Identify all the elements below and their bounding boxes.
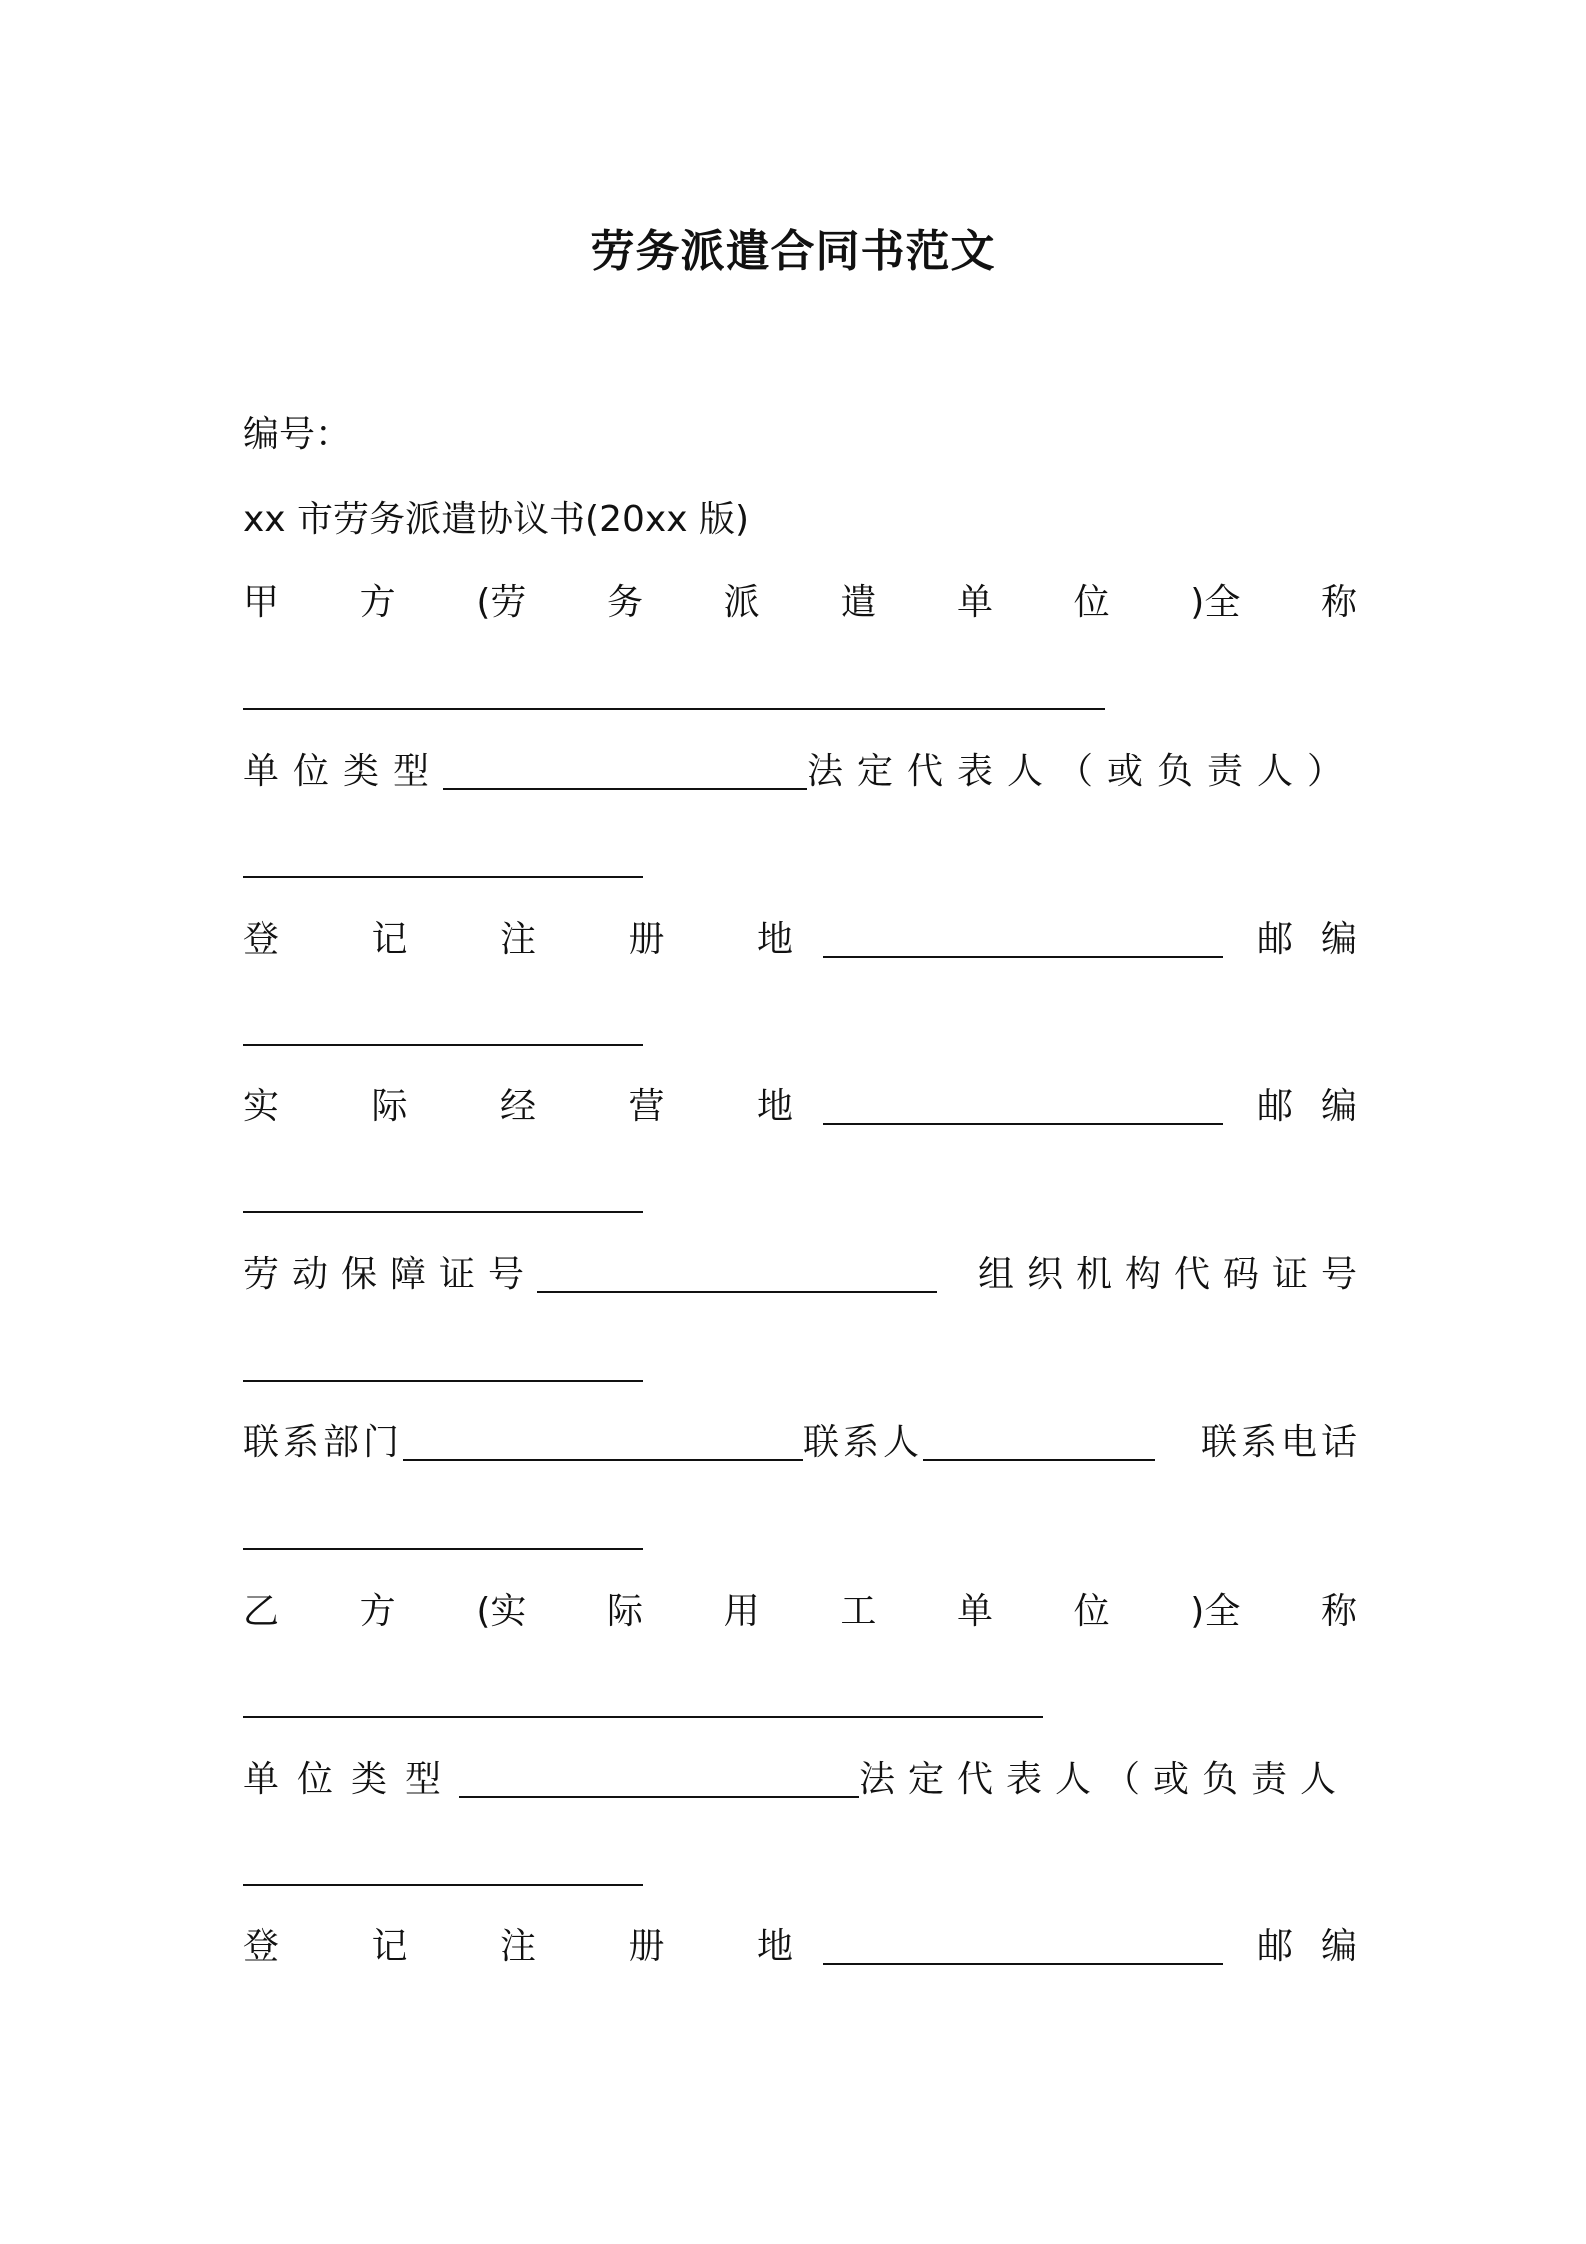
party-b-heading-char: 际: [607, 1591, 644, 1632]
legal-rep-label: 法定代表人（或负责人: [859, 1759, 1350, 1800]
party-a-business-postcode-blank: [243, 1211, 643, 1213]
party-a-business-address-row: [243, 1077, 1385, 1137]
party-b-heading-char: 用: [723, 1591, 760, 1632]
party-a-heading-char: 称: [1320, 582, 1357, 623]
reg-address-blank: [823, 956, 1223, 958]
org-code-label: 组织机构代码证号: [977, 1254, 1370, 1295]
party-b-unit-type-row: [243, 1750, 1357, 1810]
postcode-label: 邮编: [1256, 1086, 1385, 1127]
contact-dept-blank: [403, 1459, 803, 1461]
party-a-heading-char: 甲: [243, 582, 280, 623]
party-b-heading-char: 位: [1073, 1591, 1110, 1632]
party-b-heading: [243, 1582, 1357, 1642]
unit-type-blank: [443, 788, 807, 790]
party-a-contact-phone-blank: [243, 1548, 643, 1550]
party-a-heading-char: 遣: [840, 582, 877, 623]
party-b-heading-char: 工: [840, 1591, 877, 1632]
legal-rep-label: 法定代表人（或负责人）: [806, 751, 1357, 792]
labor-cert-blank: [537, 1291, 937, 1293]
party-a-heading-char: (劳: [476, 582, 527, 623]
serial-number-label: 编号：: [243, 414, 352, 455]
party-b-heading-char: 单: [956, 1591, 993, 1632]
contact-person-label: 联系人: [803, 1422, 924, 1463]
party-a-contact-row: [243, 1413, 1361, 1473]
unit-type-label: 单位类型: [243, 1759, 460, 1800]
party-b-heading-char: 方: [359, 1591, 396, 1632]
party-a-legal-rep-blank: [243, 876, 643, 878]
postcode-label: 邮编: [1256, 1926, 1385, 1967]
contact-phone-label: 联系电话: [1200, 1422, 1361, 1463]
contact-person-blank: [923, 1459, 1155, 1461]
party-a-heading-char: 方: [359, 582, 396, 623]
unit-type-label: 单位类型: [243, 751, 444, 792]
party-b-heading-char: (实: [476, 1591, 527, 1632]
party-a-unit-type-row: [243, 742, 1357, 802]
party-a-heading-char: 派: [723, 582, 760, 623]
reg-address-label: 登 记 注 册 地: [243, 1926, 793, 1967]
reg-address-label: 登 记 注 册 地: [243, 919, 793, 960]
party-b-heading-char: 称: [1320, 1591, 1357, 1632]
business-address-label: 实 际 经 营 地: [243, 1086, 793, 1127]
party-a-reg-address-row: [243, 910, 1385, 970]
party-b-name-blank: [243, 1716, 1043, 1718]
party-a-heading: [243, 573, 1357, 633]
document-title: 劳务派遣合同书范文: [590, 226, 996, 277]
party-b-reg-address-row: [243, 1917, 1385, 1977]
party-b-legal-rep-blank: [243, 1884, 643, 1886]
contact-dept-label: 联系部门: [243, 1422, 404, 1463]
party-a-org-code-blank: [243, 1380, 643, 1382]
party-a-name-blank: [243, 708, 1105, 710]
postcode-label: 邮编: [1256, 919, 1385, 960]
labor-cert-label: 劳动保障证号: [243, 1254, 538, 1295]
party-a-cert-row: [243, 1245, 1370, 1305]
agreement-subtitle: xx 市劳务派遣协议书(20xx 版): [243, 499, 750, 540]
party-a-heading-char: )全: [1190, 582, 1241, 623]
reg-address-blank: [823, 1963, 1223, 1965]
party-b-heading-char: )全: [1190, 1591, 1241, 1632]
party-a-heading-char: 务: [607, 582, 644, 623]
party-a-reg-postcode-blank: [243, 1044, 643, 1046]
party-b-heading-char: 乙: [243, 1591, 280, 1632]
party-a-heading-char: 位: [1073, 582, 1110, 623]
party-a-heading-char: 单: [956, 582, 993, 623]
unit-type-blank: [459, 1796, 859, 1798]
business-address-blank: [823, 1123, 1223, 1125]
